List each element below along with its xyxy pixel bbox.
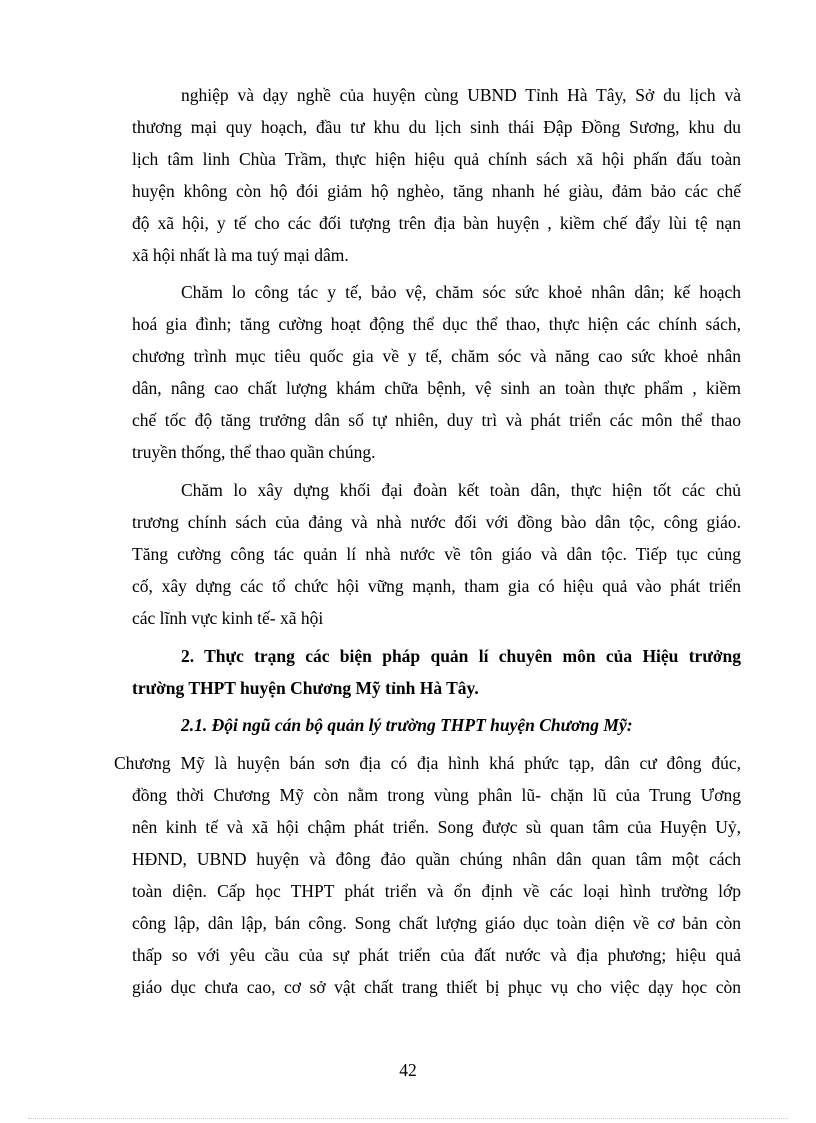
paragraph-1-line: độ xã hội, y tế cho các đối tượng trên địa bàn huyện , kiềm chế đẩy lùi tệ nạn (132, 213, 741, 233)
paragraph-2-line: hoá gia đình; tăng cường hoạt động thể dục thể thao, thực hiện các chính sách, (132, 314, 741, 334)
paragraph-1-line: huyện không còn hộ đói giảm hộ nghèo, tăng nhanh hé giàu, đảm bảo các chế (132, 181, 741, 201)
paragraph-3-line: Chăm lo xây dựng khối đại đoàn kết toàn dân, thực hiện tốt các chủ (181, 480, 741, 500)
paragraph-4-line: thấp so với yêu cầu của sự phát triển của đất nước và địa phương; hiệu quả (132, 945, 741, 965)
paragraph-3-line: Tăng cường công tác quản lí nhà nước về tôn giáo và dân tộc. Tiếp tục củng (132, 544, 741, 564)
paragraph-4-line: công lập, dân lập, bán công. Song chất lượng giáo dục toàn diện về cơ bản còn (132, 913, 741, 933)
paragraph-1-line: thương mại quy hoạch, đầu tư khu du lịch sinh thái Đập Đồng Sương, khu du (132, 117, 741, 137)
paragraph-1-line: nghiệp và dạy nghề của huyện cùng UBND Tỉnh Hà Tây, Sở du lịch và (181, 85, 741, 105)
paragraph-2-line: chế tốc độ tăng trưởng dân số tự nhiên, duy trì và phát triển các môn thể thao (132, 410, 741, 430)
footer-divider (28, 1118, 788, 1119)
paragraph-3-line: các lĩnh vực kinh tế- xã hội (132, 608, 324, 628)
page-number: 42 (399, 1060, 417, 1080)
section-heading-line: trường THPT huyện Chương Mỹ tỉnh Hà Tây. (132, 678, 479, 698)
paragraph-1-line: xã hội nhất là ma tuý mại dâm. (132, 245, 349, 265)
paragraph-2-line: chương trình mục tiêu quốc gia về y tế, chăm sóc và năng cao sức khoẻ nhân (132, 346, 741, 366)
paragraph-4-line: đồng thời Chương Mỹ còn nằm trong vùng phân lũ- chặn lũ của Trung Ương (132, 785, 741, 805)
subsection-heading-2-1: 2.1. Đội ngũ cán bộ quản lý trường THPT huyện Chương Mỹ: (181, 715, 633, 735)
paragraph-4-line: nên kinh tế và xã hội chậm phát triển. Song được sù quan tâm của Huyện Uỷ, (132, 817, 741, 837)
section-heading-line: 2. Thực trạng các biện pháp quản lí chuyên môn của Hiệu trưởng (181, 646, 741, 666)
paragraph-3-line: cố, xây dựng các tổ chức hội vững mạnh, tham gia có hiệu quả vào phát triển (132, 576, 741, 596)
paragraph-4-line: HĐND, UBND huyện và đông đảo quần chúng nhân dân quan tâm một cách (132, 849, 741, 869)
paragraph-4-line: Chương Mỹ là huyện bán sơn địa có địa hình khá phức tạp, dân cư đông đúc, (114, 753, 741, 773)
paragraph-4-line: toàn diện. Cấp học THPT phát triển và ổn định về các loại hình trường lớp (132, 881, 741, 901)
paragraph-1-line: lịch tâm linh Chùa Trầm, thực hiện hiệu quả chính sách xã hội phấn đấu toàn (132, 149, 741, 169)
paragraph-4-line: giáo dục chưa cao, cơ sở vật chất trang thiết bị phục vụ cho việc dạy học còn (132, 977, 741, 997)
paragraph-2-line: Chăm lo công tác y tế, bảo vệ, chăm sóc sức khoẻ nhân dân; kế hoạch (181, 282, 741, 302)
paragraph-3-line: trương chính sách của đảng và nhà nước đối với đồng bào dân tộc, công giáo. (132, 512, 741, 532)
paragraph-2-line: truyền thống, thể thao quần chúng. (132, 442, 376, 462)
paragraph-2-line: dân, nâng cao chất lượng khám chữa bệnh, vệ sinh an toàn thực phẩm , kiềm (132, 378, 741, 398)
